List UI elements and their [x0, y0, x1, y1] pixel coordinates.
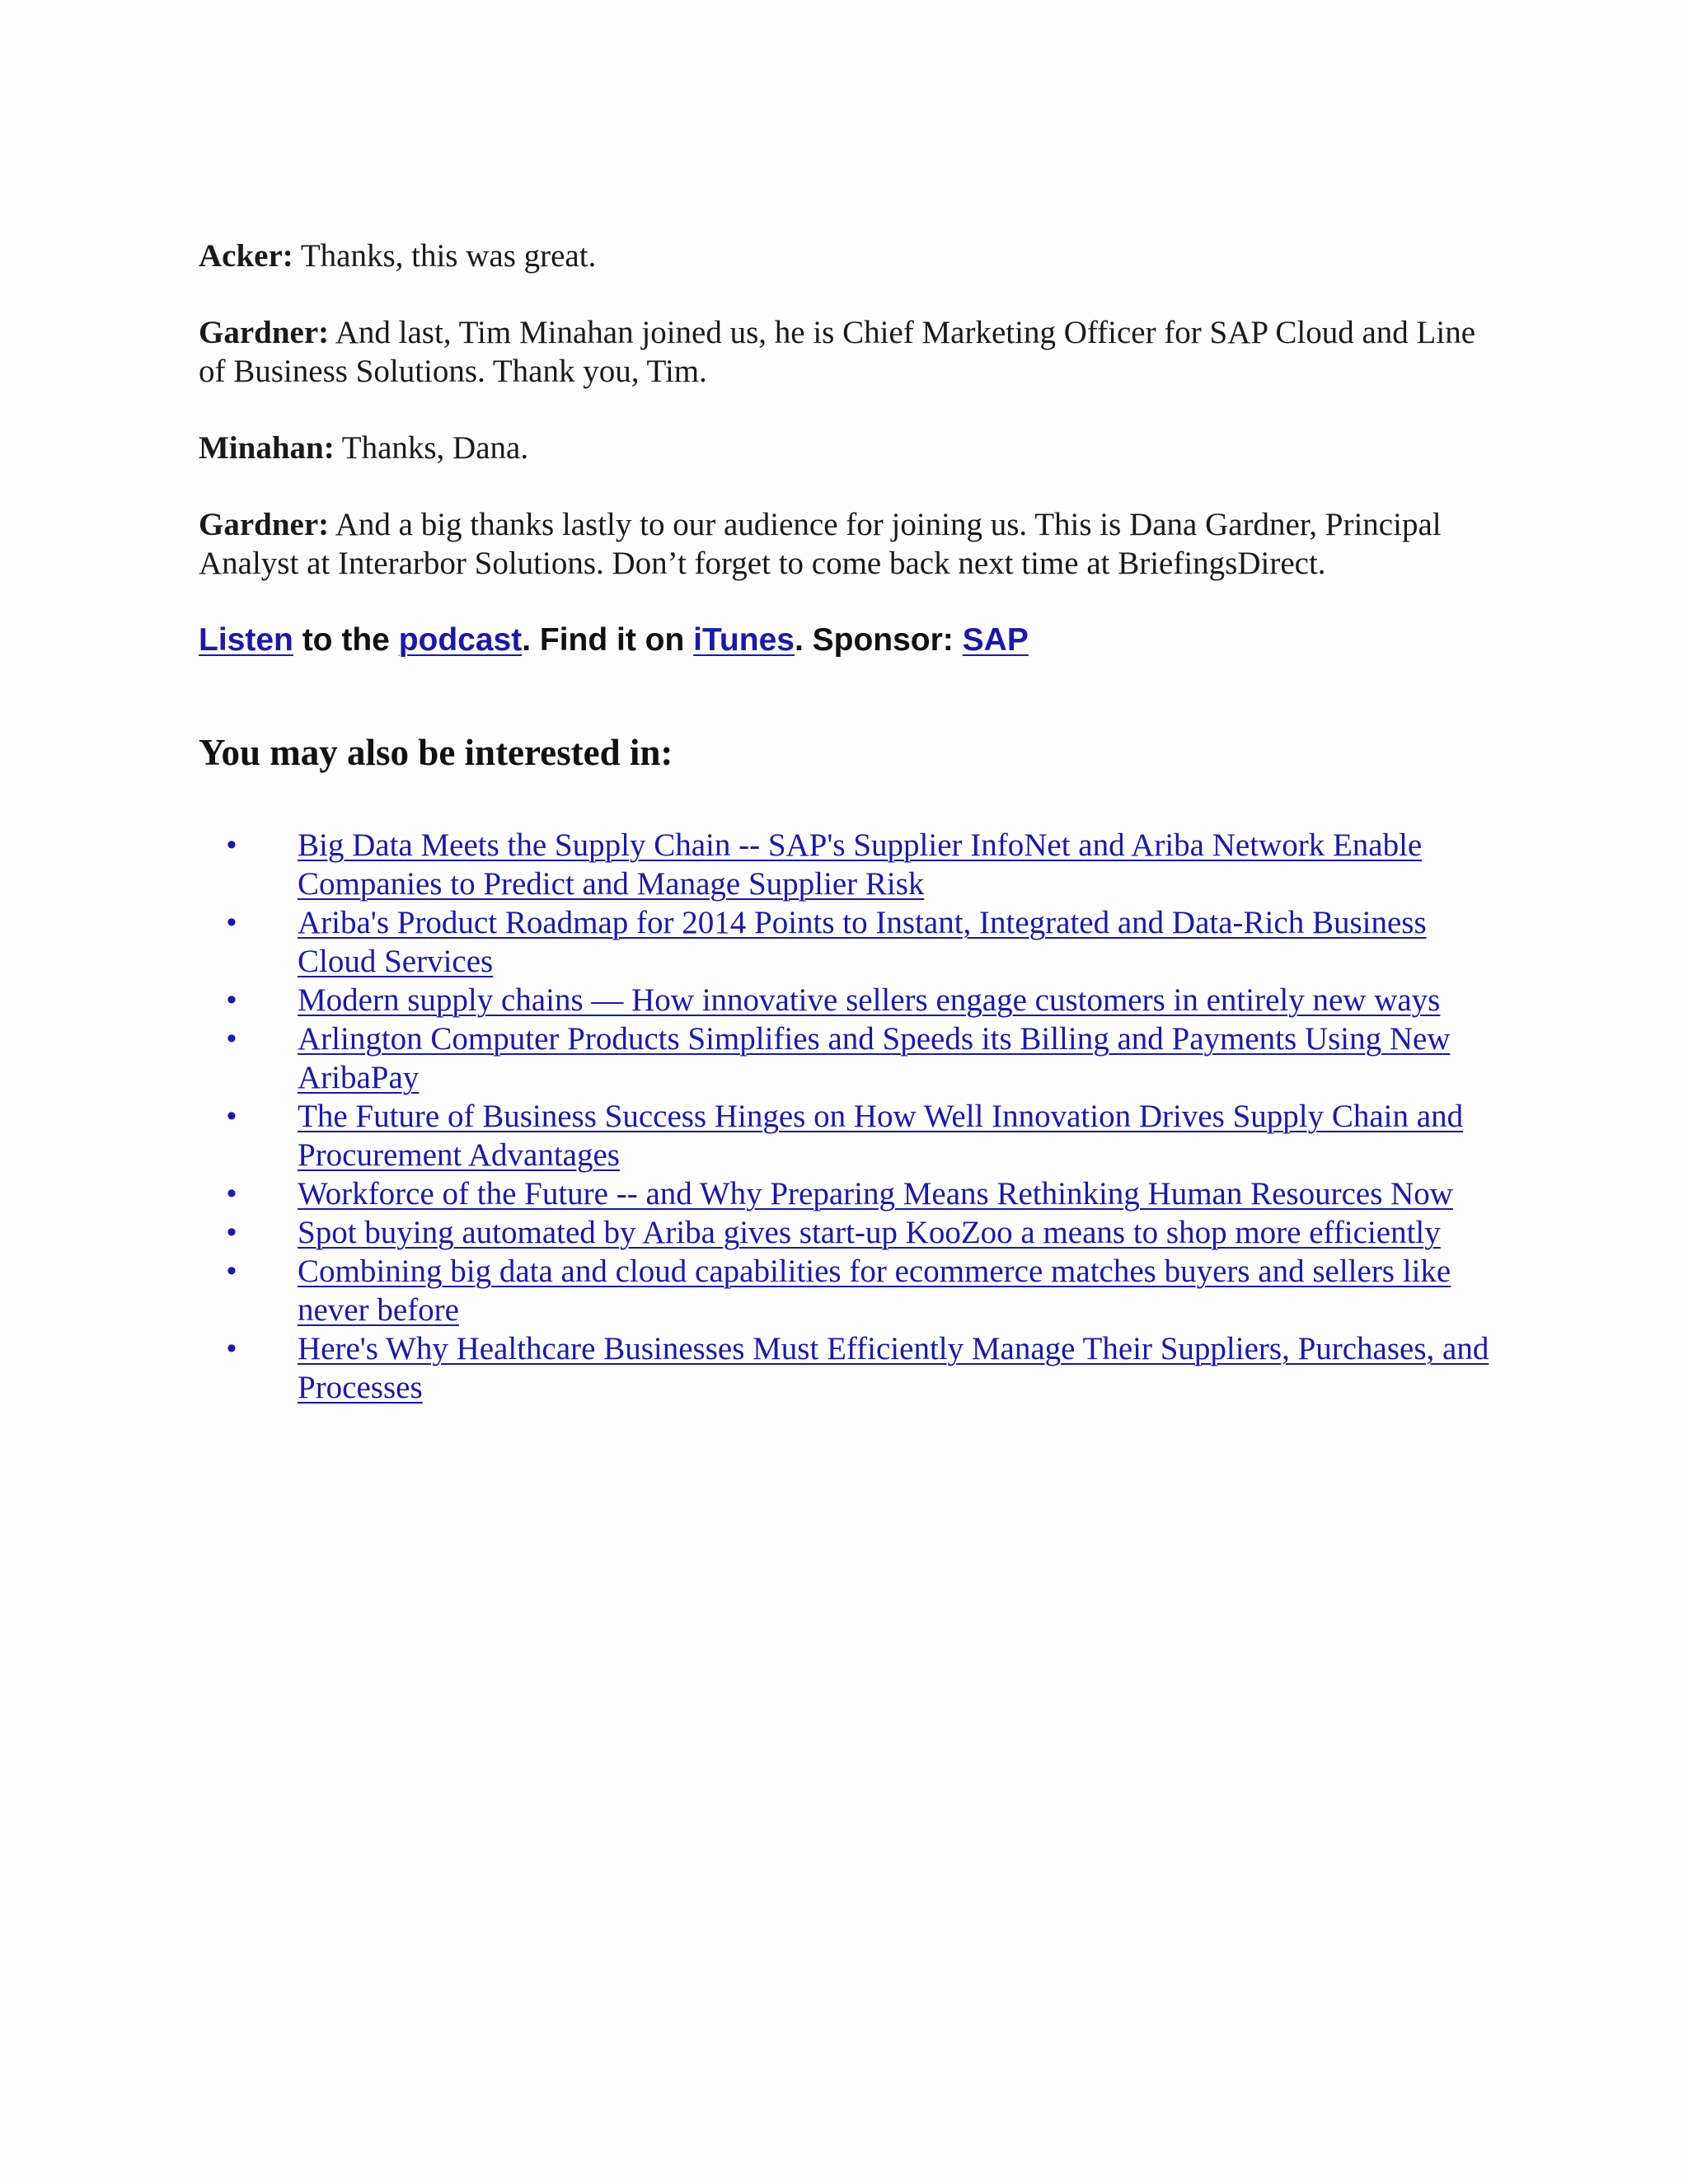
speaker-text: And last, Tim Minahan joined us, he is Chief Marketing Officer for SAP Cloud and Line of Business Solutions. Thank you, Tim.	[199, 315, 1476, 389]
related-article-link[interactable]: Modern supply chains — How innovative sellers engage customers in entirely new ways	[298, 982, 1441, 1018]
speaker-name: Gardner:	[199, 315, 330, 350]
footer-text-to-the: to the	[293, 622, 399, 658]
related-heading: You may also be interested in:	[199, 732, 673, 773]
related-article-link[interactable]: Arlington Computer Products Simplifies and Speeds its Billing and Payments Using New AribaPay	[298, 1021, 1451, 1095]
related-articles-list	[199, 826, 1501, 1407]
bullet-icon: •	[227, 1178, 237, 1209]
bullet-icon: •	[227, 984, 237, 1015]
transcript-paragraph	[199, 505, 1501, 583]
transcript-paragraph	[199, 313, 1501, 391]
list-item	[199, 903, 1501, 981]
list-item	[199, 1019, 1501, 1097]
related-article-link[interactable]: The Future of Business Success Hinges on How Well Innovation Drives Supply Chain and Procurement Advantages	[298, 1099, 1464, 1173]
bullet-icon: •	[227, 1255, 237, 1286]
itunes-link[interactable]: iTunes	[693, 622, 795, 658]
page-content	[199, 237, 1501, 1407]
bullet-icon: •	[227, 1100, 237, 1132]
footer-text-find: . Find it on	[522, 622, 694, 658]
speaker-text: And a big thanks lastly to our audience for joining us. This is Dana Gardner, Principal Analyst at Interarbor Solutions. Don’t forget to come back next time at BriefingsDirect.	[199, 507, 1442, 581]
sap-link[interactable]: SAP	[962, 622, 1029, 658]
bullet-icon: •	[227, 1333, 237, 1364]
transcript-paragraph	[199, 237, 1501, 275]
podcast-footer	[199, 621, 1501, 659]
list-item	[199, 1329, 1501, 1407]
list-item	[199, 981, 1501, 1019]
related-article-link[interactable]: Here's Why Healthcare Businesses Must Efficiently Manage Their Suppliers, Purchases, and Processes	[298, 1331, 1489, 1405]
bullet-icon: •	[227, 907, 237, 938]
listen-link[interactable]: Listen	[199, 622, 293, 658]
speaker-name: Minahan:	[199, 430, 335, 466]
list-item	[199, 1174, 1501, 1213]
footer-text-sponsor: . Sponsor:	[794, 622, 963, 658]
list-item	[199, 826, 1501, 903]
list-item	[199, 1097, 1501, 1174]
speaker-text: Thanks, this was great.	[293, 238, 597, 274]
related-article-link[interactable]: Big Data Meets the Supply Chain -- SAP's Supplier InfoNet and Ariba Network Enable Companies to Predict and Manage Supplier Risk	[298, 827, 1423, 902]
speaker-name: Acker:	[199, 238, 293, 274]
transcript-paragraph	[199, 429, 1501, 467]
list-item	[199, 1213, 1501, 1252]
podcast-link[interactable]: podcast	[398, 622, 523, 658]
related-article-link[interactable]: Spot buying automated by Ariba gives start-up KooZoo a means to shop more efficiently	[298, 1215, 1441, 1250]
related-article-link[interactable]: Ariba's Product Roadmap for 2014 Points to Instant, Integrated and Data-Rich Business Cloud Services	[298, 905, 1427, 979]
speaker-name: Gardner:	[199, 507, 330, 542]
related-article-link[interactable]: Workforce of the Future -- and Why Preparing Means Rethinking Human Resources Now	[298, 1176, 1453, 1212]
speaker-text: Thanks, Dana.	[334, 430, 529, 466]
related-article-link[interactable]: Combining big data and cloud capabilities for ecommerce matches buyers and sellers like never before	[298, 1254, 1451, 1328]
bullet-icon: •	[227, 1023, 237, 1054]
list-item	[199, 1252, 1501, 1329]
bullet-icon: •	[227, 1216, 237, 1248]
bullet-icon: •	[227, 829, 237, 860]
